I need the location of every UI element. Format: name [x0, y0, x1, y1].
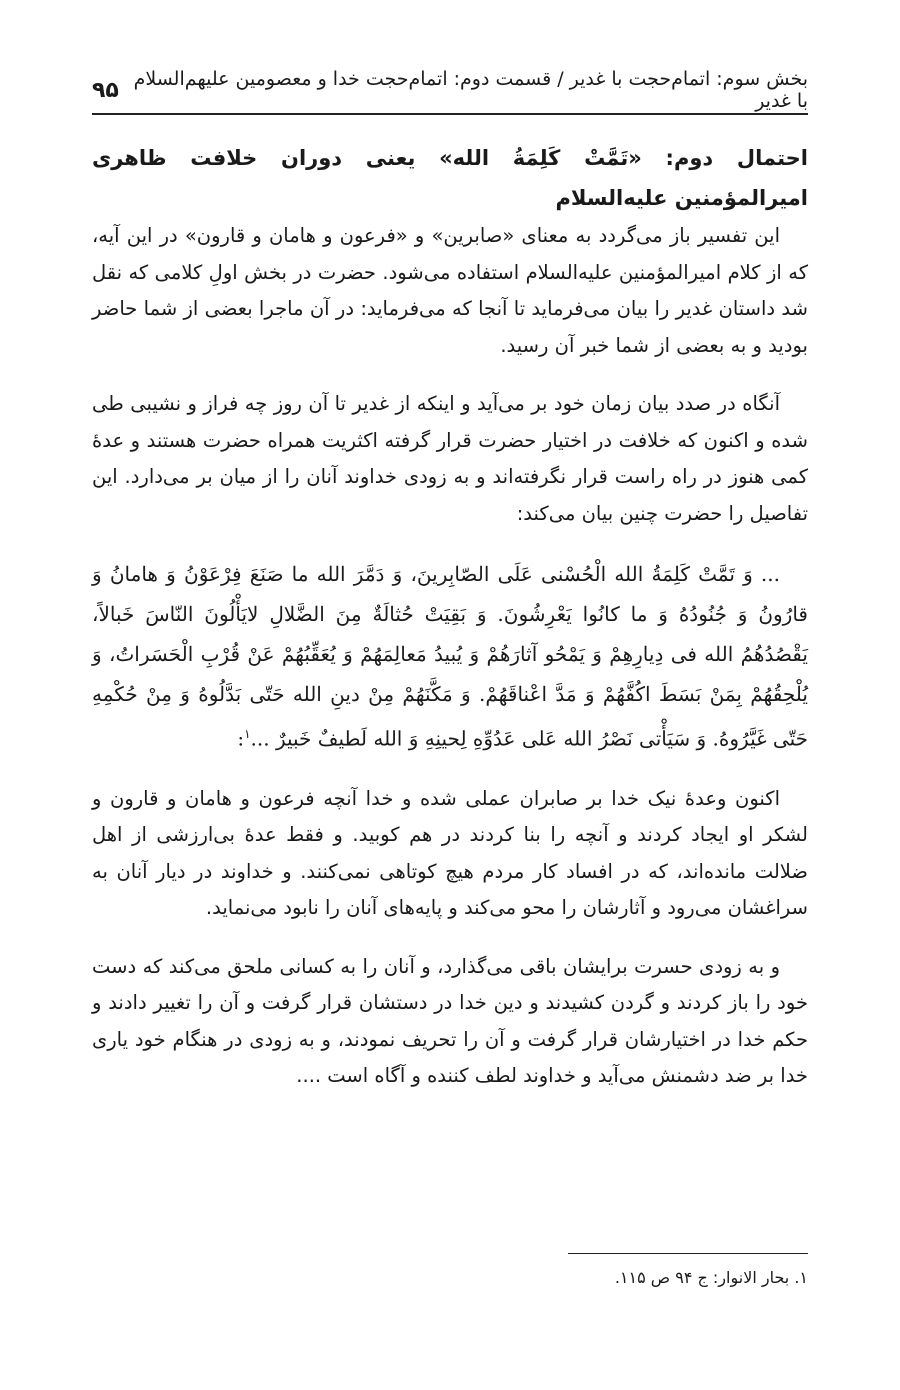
page-body [92, 138, 808, 1095]
hadith-quote: ... وَ تَمَّتْ کَلِمَةُ الله الْحُسْنی عَلَی الصّابِرینَ، وَ دَمَّرَ الله ما صَنَعَ فِرْعَوْنُ وَ هامانُ وَ قارُونُ وَ جُنُودُهُ وَ ما کانُوا یَعْرِشُونَ. وَ بَقِیَتْ حُثالَةٌ مِنَ الضَّلالِ لایَأْلُونَ النّاسَ خَبالاً، یَقْصُدُهُمُ الله فی دِیارِهِمْ وَ یَمْحُو آثارَهُمْ وَ یُبیدُ مَعالِمَهُمْ وَ یُعَقِّبُهُمْ عَنْ قُرْبِ الْحَسَراتُ، وَ یُلْحِقُهُمْ بِمَنْ بَسَطَ اکُفَّهُمْ وَ مَدَّ اعْناقَهُمْ. وَ مَکَّنَهُمْ مِنْ دینِ الله حَتّی بَدَّلُوهُ وَ مِنْ حُکْمِهِ حَتّی غَیَّرُوهُ. وَ سَیَأْتی نَصْرُ الله عَلی عَدُوِّهِ لِحینِهِ وَ الله لَطیفٌ خَبیرٌ ...$^۱$: [92, 562, 808, 751]
hadith-quote-text: ... وَ تَمَّتْ کَلِمَةُ الله الْحُسْنی عَلَی الصّابِرینَ، وَ دَمَّرَ الله ما صَنَعَ فِرْعَوْنُ وَ هامانُ وَ قارُونُ وَ جُنُودُهُ وَ ما کانُوا یَعْرِشُونَ. وَ بَقِیَتْ حُثالَةٌ مِنَ الضَّلالِ لایَأْلُونَ النّاسَ خَبالاً، یَقْصُدُهُمُ الله فی دِیارِهِمْ وَ یَمْحُو آثارَهُمْ وَ یُبیدُ مَعالِمَهُمْ وَ یُعَقِّبُهُمْ عَنْ قُرْبِ الْحَسَراتُ، وَ یُلْحِقُهُمْ بِمَنْ بَسَطَ اکُفَّهُمْ وَ مَدَّ اعْناقَهُمْ. وَ مَکَّنَهُمْ مِنْ دینِ الله حَتّی بَدَّلُوهُ وَ مِنْ حُکْمِهِ حَتّی غَیَّرُوهُ. وَ سَیَأْتی نَصْرُ الله عَلی عَدُوِّهِ لِحینِهِ وَ الله لَطیفٌ خَبیرٌ ... [92, 562, 808, 751]
footnote-marker[interactable]: ۱ [244, 727, 251, 741]
footnote-divider [568, 1253, 808, 1254]
running-title: بخش سوم: اتمام‌حجت با غدیر / قسمت دوم: اتمام‌حجت خدا و معصومین علیهم‌السلام با غدیر [133, 68, 808, 112]
paragraph-1: این تفسیر باز می‌گردد به معنای «صابرین» و «فرعون و هامان و قارون» در این آیه، که از کلام امیرالمؤمنین علیه‌السلام استفاده می‌شود. حضرت در بخش اولِ کلامی که نقل شد داستان غدیر را بیان می‌فرماید تا آنجا که می‌فرماید: در آن ماجرا بعضی از شما حاضر بودید و به بعضی از شما خبر آن رسید. [92, 224, 808, 357]
section-heading: احتمال دوم: «تَمَّتْ کَلِمَةُ الله» یعنی دوران خلافت ظاهری امیرالمؤمنین علیه‌السلام [92, 146, 808, 210]
paragraph-3: اکنون وعدهٔ نیک خدا بر صابران عملی شده و خدا آنچه فرعون و هامان و قارون و لشکر او ایجاد کردند و آنچه را بنا کردند در هم کوبید. و فقط عدهٔ بی‌ارزشی از اهل ضلالت مانده‌اند، که در افساد کار مردم هیچ کوتاهی نمی‌کنند. و خداوند در دیار آنان به سراغشان می‌رود و آثارشان را محو می‌کند و پایه‌های آنان را نابود می‌نماید. [92, 786, 808, 920]
running-header [92, 68, 808, 112]
book-page [92, 0, 808, 1390]
header-divider [92, 113, 808, 115]
paragraph-4: و به زودی حسرت برایشان باقی می‌گذارد، و آنان را به کسانی ملحق می‌کند که دست خود را باز کردند و گردن کشیدند و دین خدا در دستشان قرار گرفت و آن را تغییر دادند و حکم خدا در اختیارشان قرار گرفت و آن را تحریف نمودند، و به زودی در هنگام خود یاری خدا بر ضد دشمنش می‌آید و خداوند لطف کننده و آگاه است .... [92, 954, 808, 1088]
page-number: ۹۵ [92, 77, 119, 103]
footnote: ۱. بحار الانوار: ج ۹۴ ص ۱۱۵. [614, 1268, 808, 1287]
paragraph-2: آنگاه در صدد بیان زمان خود بر می‌آید و اینکه از غدیر تا آن روز چه فراز و نشیبی طی شده و اکنون که خلافت در اختیار حضرت قرار گرفته اکثریت همراه حضرت هستند و عدهٔ کمی هنوز در راه راست قرار نگرفته‌اند و به زودی خداوند آنان را از میان بر می‌دارد. این تفاصیل را حضرت چنین بیان می‌کند: [92, 392, 808, 525]
